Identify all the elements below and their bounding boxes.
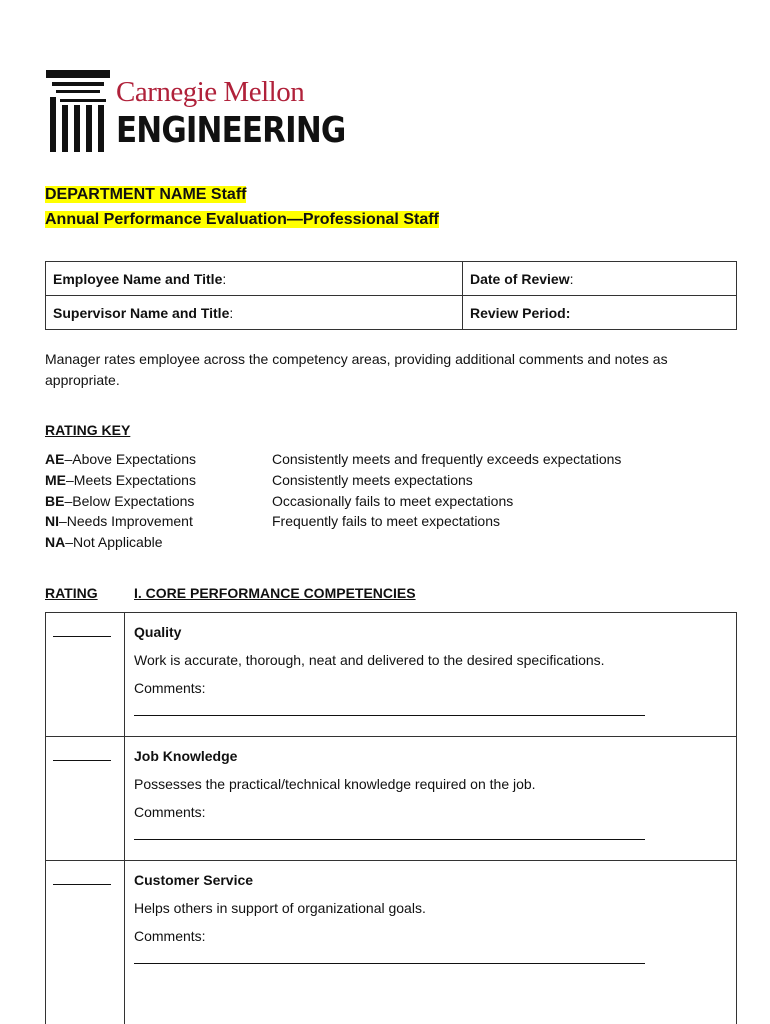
rating-column-header: RATING <box>45 585 98 601</box>
comment-line[interactable] <box>134 839 645 840</box>
employee-info-table <box>45 261 737 330</box>
competency-description: Possesses the practical/technical knowledge required on the job. <box>134 776 536 792</box>
title-line-1: DEPARTMENT NAME Staff <box>45 186 247 203</box>
rating-key-item: AE–Above Expectations <box>45 451 196 467</box>
building-columns-icon <box>46 70 110 152</box>
date-of-review-cell[interactable]: Date of Review: <box>463 262 737 296</box>
rating-key-desc: Consistently meets expectations <box>272 471 473 488</box>
competency-description: Work is accurate, thorough, neat and delivered to the desired specifications. <box>134 652 605 668</box>
rating-key-desc: Consistently meets and frequently exceeds expectations <box>272 451 622 467</box>
rating-key-descriptions <box>272 449 621 532</box>
logo-carnegie-mellon: Carnegie Mellon <box>116 76 305 108</box>
rating-key-item: NI–Needs Improvement <box>45 513 193 530</box>
competency-description: Helps others in support of organizational goals. <box>134 900 426 916</box>
date-of-review-label: Date of Review <box>470 270 570 287</box>
competency-name: Quality <box>134 624 182 640</box>
rating-key-item: NA–Not Applicable <box>45 534 163 551</box>
review-period-label: Review Period: <box>470 304 571 321</box>
rating-key-codes <box>45 449 196 553</box>
competency-name: Job Knowledge <box>134 748 238 764</box>
section-title: I. CORE PERFORMANCE COMPETENCIES <box>134 585 416 601</box>
rating-key-item: ME–Meets Expectations <box>45 471 196 488</box>
cmu-engineering-logo <box>46 70 346 152</box>
comment-line[interactable] <box>134 715 645 716</box>
supervisor-name-label: Supervisor Name and Title <box>53 304 230 321</box>
rating-blank[interactable] <box>53 884 111 885</box>
supervisor-name-cell[interactable]: Supervisor Name and Title: <box>46 296 463 330</box>
rating-key-title: RATING KEY <box>45 422 131 438</box>
logo-engineering: ENGINEERING <box>116 110 346 151</box>
intro-text: Manager rates employee across the competency areas, providing additional comments and notes as appropriate. <box>45 351 668 388</box>
rating-blank[interactable] <box>53 636 111 637</box>
review-period-cell[interactable] <box>463 296 737 330</box>
rating-blank[interactable] <box>53 760 111 761</box>
rating-key-desc: Occasionally fails to meet expectations <box>272 492 514 509</box>
title-line-2: Annual Performance Evaluation—Professional Staff <box>45 211 439 228</box>
rating-key-desc: Frequently fails to meet expectations <box>272 513 501 530</box>
competency-row-customer-service <box>46 861 736 985</box>
comments-label: Comments: <box>134 804 206 820</box>
competency-name: Customer Service <box>134 872 254 888</box>
document-title <box>45 182 439 232</box>
competency-row-job-knowledge <box>46 737 736 861</box>
comments-label: Comments: <box>134 680 206 696</box>
comments-label: Comments: <box>134 928 206 944</box>
employee-name-label: Employee Name and Title <box>53 270 223 287</box>
employee-name-cell[interactable]: Employee Name and Title: <box>46 262 463 296</box>
competency-row-quality <box>46 613 736 737</box>
comment-line[interactable] <box>134 963 645 964</box>
competencies-table <box>45 612 737 1024</box>
rating-key-item: BE–Below Expectations <box>45 492 195 509</box>
